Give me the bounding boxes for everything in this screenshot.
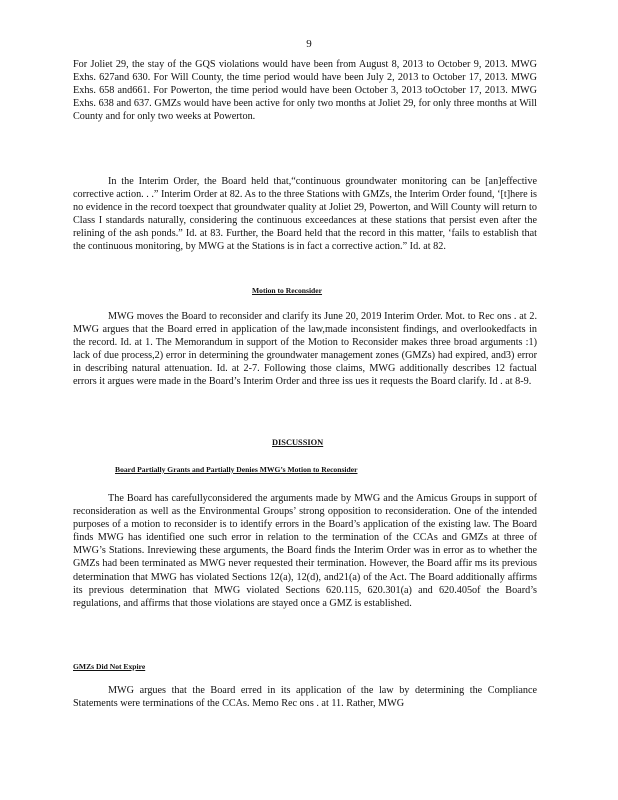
heading-gmzs-did-not-expire: GMZs Did Not Expire	[73, 662, 146, 671]
paragraph-stay-periods: For Joliet 29, the stay of the GQS violations would have been from August 8, 2013 to October 9, 2013. MWG Exhs. 627and 630. For Will County, the time period would have been July 2, 2013 to October 17, 2013. MWG Exhs. 658 and661. For Powerton, the time period would have been October 3, 2013 toOctober 17, 2013. MWG Exhs. 638 and 637. GMZs would have been active for only two months at Joliet 29, for only three months at Will County and for only two weeks at Powerton.	[73, 59, 537, 123]
paragraph-interim-order: In the Interim Order, the Board held that,“continuous groundwater monitoring can be [an]effective corrective action. . .” Interim Order at 82. As to the three Stations with GMZs, the Interim Order found, ‘[t]here is no evidence in the record toexpect that groundwater quality at Joliet 29, Powerton, and Will County will return to Class I standards naturally, considering the continuous exceedances at these stations that persist even after the relining of the ash ponds.” Id. at 83. Further, the Board held that the record in this matter, ‘fails to establish that the continuous monitoring, by MWG at the Stations is in fact a corrective action.” Id. at 82.	[73, 176, 537, 253]
paragraph-board-finds: The Board has carefullyconsidered the arguments made by MWG and the Amicus Groups in support of reconsideration as well as the Environmental Groups’ strong opposition to reconsideration. One of the intended purposes of a motion to reconsider is to identify errors in the Board’s application of the existing law. The Board finds MWG has identified one such error in relation to the termination of the CCAs and GMZs at three of MWG’s Stations. Inreviewing these arguments, the Board finds the Interim Order was in error as to whether the GMZs had been terminated as MWG never requested their termination. However, the Board affir ms its previous determination that MWG has violated Sections 12(a), 12(d), and21(a) of the Act. The Board additionally affirms its previous determination that MWG violated Sections 620.115, 620.301(a) and 620.405of the Board’s regulations, and affirms that those violations are stayed once a GMZ is established.	[73, 493, 537, 609]
heading-discussion: DISCUSSION	[272, 438, 324, 447]
paragraph-motion: MWG moves the Board to reconsider and clarify its June 20, 2019 Interim Order. Mot. to Rec ons . at 2. MWG argues that the Board erred in application of the law,made inconsistent findings, and overlookedfacts in the record. Id. at 1. The Memorandum in support of the Motion to Reconsider makes three broad arguments :1) lack of due process,2) error in determining the groundwater management zones (GMZs) had expired, and3) error in describing natural attenuation. Id. at 2-7. Following those claims, MWG additionally describes 12 factual errors it argues were made in the Board’s Interim Order and three iss ues it requests the Board clarify. Id . at 8-9.	[73, 311, 537, 388]
heading-board-partially-grants: Board Partially Grants and Partially Denies MWG’s Motion to Reconsider	[115, 465, 358, 474]
heading-motion-to-reconsider: Motion to Reconsider	[252, 286, 323, 295]
page-number: 9	[306, 38, 312, 50]
paragraph-compliance: MWG argues that the Board erred in its application of the law by determining the Compliance Statements were terminations of the CCAs. Memo Rec ons . at 11. Rather, MWG	[73, 685, 537, 710]
